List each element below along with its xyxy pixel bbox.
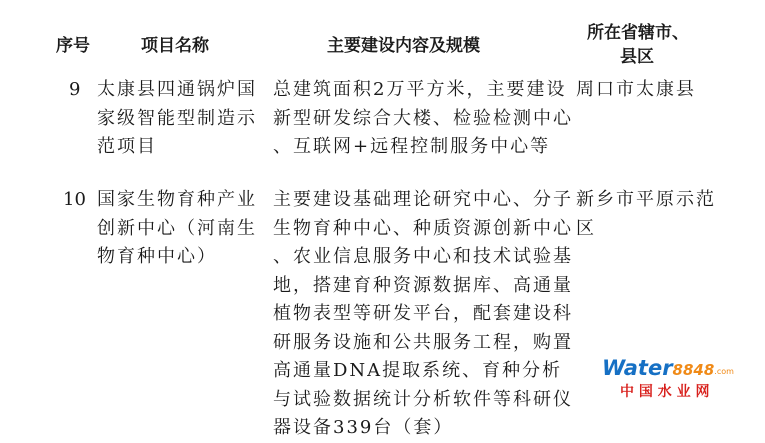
row-10-location-line: 区 — [576, 217, 596, 239]
row-10-content-line: 器设备339台（套） — [273, 417, 454, 438]
row-10-content-line: 生物育种中心、种质资源创新中心 — [273, 217, 573, 239]
row-10-location-line: 新乡市平原示范 — [576, 189, 716, 210]
row-10-seq: 10 — [63, 189, 86, 210]
row-9-name-line: 太康县四通锅炉国 — [97, 79, 257, 100]
row-9-content-line: 总建筑面积2万平方米，主要建设 — [273, 79, 567, 100]
header-seq: 序号 — [56, 36, 90, 56]
watermark-brand-word: Water — [602, 356, 673, 380]
row-9-content-line: 新型研发综合大楼、检验检测中心 — [273, 107, 573, 129]
row-9-seq: 9 — [69, 79, 81, 100]
header-project-name: 项目名称 — [141, 36, 209, 56]
row-9-content-line: 、互联网+远程控制服务中心等 — [273, 136, 551, 157]
row-9-name-line: 家级智能型制造示 — [97, 107, 257, 129]
row-10-content-line: 与试验数据统计分析软件等科研仪 — [273, 388, 573, 410]
watermark-brand-number: 8848 — [672, 361, 715, 379]
row-10-content-line: 植物表型等研发平台，配套建设科 — [273, 303, 573, 324]
row-9-name-line: 范项目 — [97, 136, 157, 157]
water8848-watermark-logo — [598, 351, 760, 401]
watermark-chinese-name: 中 国 水 业 网 — [620, 384, 710, 400]
row-10-name-line: 物育种中心） — [97, 246, 217, 267]
row-10-content — [273, 186, 573, 443]
watermark-brand-text — [602, 356, 734, 380]
row-10-content-line: 、农业信息服务中心和技术试验基 — [273, 246, 573, 267]
row-10-location — [576, 186, 746, 243]
row-10-content-line: 研服务设施和公共服务工程，购置 — [273, 331, 573, 353]
header-location-line2: 县区 — [620, 47, 654, 67]
row-9-location-line: 周口市太康县 — [576, 79, 696, 100]
header-content-scale: 主要建设内容及规模 — [327, 36, 480, 56]
header-location-line1: 所在省辖市、 — [587, 23, 689, 43]
row-10-content-line: 地，搭建育种资源数据库、高通量 — [273, 274, 573, 296]
row-9-name — [97, 76, 267, 162]
row-10-content-line: 高通量DNA提取系统、育种分析 — [273, 360, 563, 381]
row-10-name-line: 创新中心（河南生 — [97, 217, 257, 239]
row-10-name — [97, 186, 267, 272]
watermark-brand-suffix: .com — [714, 367, 734, 376]
row-9-content — [273, 76, 573, 162]
row-9-location — [576, 76, 746, 105]
row-10-content-line: 主要建设基础理论研究中心、分子 — [273, 189, 573, 210]
row-10-name-line: 国家生物育种产业 — [97, 189, 257, 210]
